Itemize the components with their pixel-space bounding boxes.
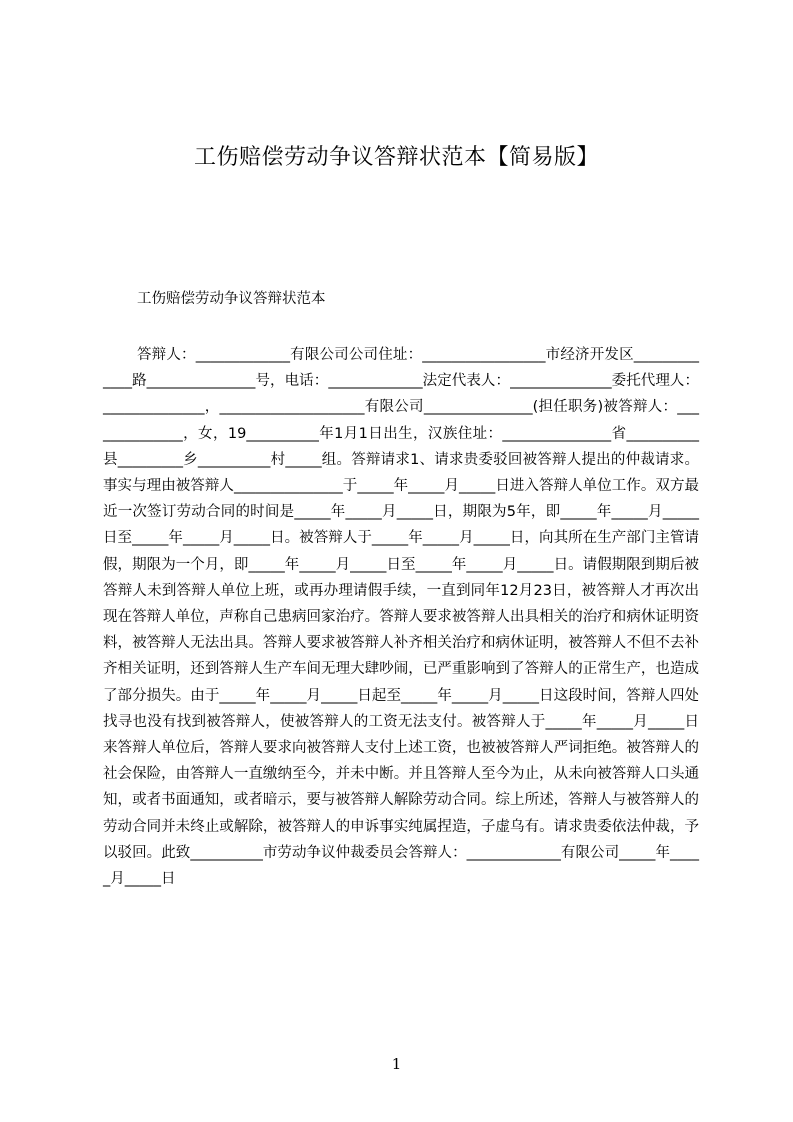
page-number: 1 (391, 1055, 402, 1073)
document-body: 答辩人：_____________有限公司公司住址：_________________市经济开发区_____________路_______________号，电话：_____________法定代表人：______________委托代理人：______________，____________________有限公司_______________(担任职务)被答辩人：______________，女，19__________年1月1日出生，汉族住址：_______________省__________县_________乡__________村_____组。答辩请求1、请求贵委驳回被答辩人提出的仲裁请求。事实与理由被答辩人_______________于_____年_____月_____日进入答辩人单位工作。双方最近一次签订劳动合同的时间是_____年_____月_____日，期限为5年，即_____年_____月_____日至_____年_____月_____日。被答辩人于_____年_____月_____日，向其所在生产部门主管请假，期限为一个月，即_____年_____月_____日至_____年_____月_____日。请假期限到期后被答辩人未到答辩人单位上班，或再办理请假手续，一直到同年12月23日，被答辩人才再次出现在答辩人单位，声称自己患病回家治疗。答辩人要求被答辩人出具相关的治疗和病休证明资料，被答辩人无法出具。答辩人要求被答辩人补齐相关治疗和病休证明，被答辩人不但不去补齐相关证明，还到答辩人生产车间无理大肆吵闹，已严重影响到了答辩人的正常生产，也造成了部分损失。由于_____年_____月_____日起至_____年_____月_____日这段时间，答辩人四处找寻也没有找到被答辩人，使被答辩人的工资无法支付。被答辩人于_____年_____月_____日来答辩人单位后，答辩人要求向被答辩人支付上述工资，也被被答辩人严词拒绝。被答辩人的社会保险，由答辩人一直缴纳至今，并未中断。并且答辩人至今为止，从未向被答辩人口头通知，或者书面通知，或者暗示，要与被答辩人解除劳动合同。综上所述，答辩人与被答辩人的劳动合同并未终止或解除，被答辩人的申诉事实纯属捏造，子虚乌有。请求贵委依法仲裁，予以驳回。此致__________市劳动争议仲裁委员会答辩人：_____________有限公司_____年_____月_____日 (103, 347, 699, 888)
document-title: 工伤赔偿劳动争议答辩状范本【简易版】 (193, 145, 599, 170)
document-subtitle: 工伤赔偿劳动争议答辩状范本 (137, 291, 326, 307)
